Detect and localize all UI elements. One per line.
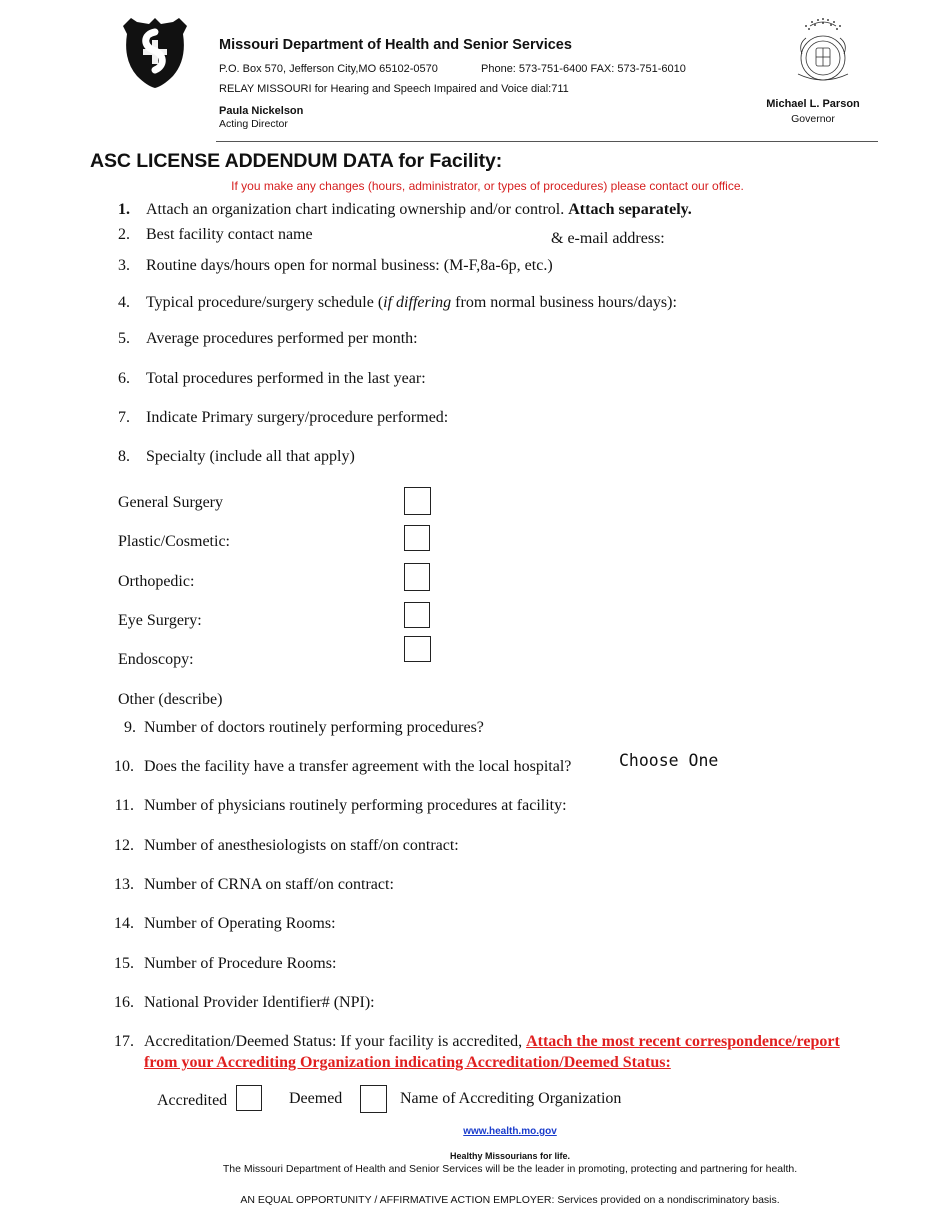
form-title: ASC LICENSE ADDENDUM DATA for Facility:	[90, 150, 503, 172]
director-title: Acting Director	[219, 118, 288, 130]
specialty-endoscopy-checkbox[interactable]	[404, 636, 431, 662]
item-number: 1.	[118, 201, 130, 218]
item-number: 6.	[118, 370, 130, 387]
item-text: Number of CRNA on staff/on contract:	[144, 876, 394, 893]
item-text: Accreditation/Deemed Status: If your facility is accredited, Attach the most recent correspondence/report	[144, 1033, 840, 1050]
item-number: 5.	[118, 330, 130, 347]
item-number: 10.	[114, 758, 134, 775]
item-number: 2.	[118, 226, 130, 243]
item-number: 9.	[124, 719, 136, 736]
department-phone-fax: Phone: 573-751-6400 FAX: 573-751-6010	[481, 63, 686, 75]
specialty-endoscopy-label: Endoscopy:	[118, 651, 194, 668]
item-text: Attach an organization chart indicating ownership and/or control. Attach separately.	[146, 201, 692, 218]
specialty-plastic-cosmetic-checkbox[interactable]	[404, 525, 430, 551]
specialty-eye-surgery-checkbox[interactable]	[404, 602, 430, 628]
specialty-plastic-cosmetic-label: Plastic/Cosmetic:	[118, 533, 230, 550]
department-address: P.O. Box 570, Jefferson City,MO 65102-0570	[219, 63, 438, 75]
footer-eeo: AN EQUAL OPPORTUNITY / AFFIRMATIVE ACTION EMPLOYER: Services provided on a nondiscriminatory basis.	[240, 1194, 780, 1206]
transfer-agreement-select[interactable]: Choose One	[619, 751, 719, 770]
item-text: Number of Operating Rooms:	[144, 915, 336, 932]
item-number: 16.	[114, 994, 134, 1011]
item-text: Average procedures performed per month:	[146, 330, 418, 347]
specialty-orthopedic-label: Orthopedic:	[118, 573, 195, 590]
missouri-state-seal	[784, 14, 862, 94]
director-name: Paula Nickelson	[219, 105, 304, 117]
footer-tagline: Healthy Missourians for life.	[449, 1151, 571, 1161]
item-number: 17.	[114, 1033, 134, 1050]
specialty-orthopedic-checkbox[interactable]	[404, 563, 430, 591]
change-notice: If you make any changes (hours, administrator, or types of procedures) please contact our office.	[231, 179, 744, 193]
item-number: 3.	[118, 257, 130, 274]
item-number: 13.	[114, 876, 134, 893]
item-number: 8.	[118, 448, 130, 465]
item-text: Number of doctors routinely performing procedures?	[144, 719, 484, 736]
item-text: Number of anesthesiologists on staff/on contract:	[144, 837, 459, 854]
department-name: Missouri Department of Health and Senior Services	[219, 37, 572, 53]
accrediting-org-label: Name of Accrediting Organization	[400, 1090, 622, 1107]
item-text: Number of physicians routinely performing procedures at facility:	[144, 797, 567, 814]
item-text: Routine days/hours open for normal business: (M-F,8a-6p, etc.)	[146, 257, 553, 274]
specialty-other-label: Other (describe)	[118, 691, 223, 708]
item-number: 14.	[114, 915, 134, 932]
relay-info: RELAY MISSOURI for Hearing and Speech Impaired and Voice dial:711	[219, 83, 569, 95]
email-label: & e-mail address:	[551, 230, 665, 247]
item-text: Typical procedure/surgery schedule (if differing from normal business hours/days):	[146, 294, 677, 311]
accredited-label: Accredited	[157, 1092, 228, 1109]
deemed-checkbox[interactable]	[360, 1085, 387, 1113]
header-divider	[216, 141, 878, 142]
item-number: 7.	[118, 409, 130, 426]
item-number: 12.	[114, 837, 134, 854]
accredited-checkbox[interactable]	[236, 1085, 262, 1111]
item-text: Total procedures performed in the last year:	[146, 370, 426, 387]
accreditation-instruction: from your Accrediting Organization indicating Accreditation/Deemed Status:	[144, 1054, 671, 1071]
item-text: Specialty (include all that apply)	[146, 448, 355, 465]
item-text: Best facility contact name	[146, 226, 313, 243]
governor-title: Governor	[791, 113, 835, 125]
item-number: 11.	[114, 797, 134, 814]
item-text: Indicate Primary surgery/procedure performed:	[146, 409, 449, 426]
specialty-general-surgery-checkbox[interactable]	[404, 487, 431, 515]
item-text: National Provider Identifier# (NPI):	[144, 994, 375, 1011]
governor-name: Michael L. Parson	[766, 98, 860, 110]
specialty-general-surgery-label: General Surgery	[118, 494, 223, 511]
specialty-eye-surgery-label: Eye Surgery:	[118, 612, 202, 629]
footer-mission: The Missouri Department of Health and Senior Services will be the leader in promoting, protecting and partnering for health.	[222, 1163, 798, 1175]
item-number: 4.	[118, 294, 130, 311]
deemed-label: Deemed	[289, 1090, 343, 1107]
item-text: Does the facility have a transfer agreement with the local hospital?	[144, 758, 572, 775]
website-link[interactable]: www.health.mo.gov	[463, 1126, 557, 1137]
item-number: 15.	[114, 955, 134, 972]
item-text: Number of Procedure Rooms:	[144, 955, 337, 972]
dhss-shield-logo	[121, 16, 189, 90]
